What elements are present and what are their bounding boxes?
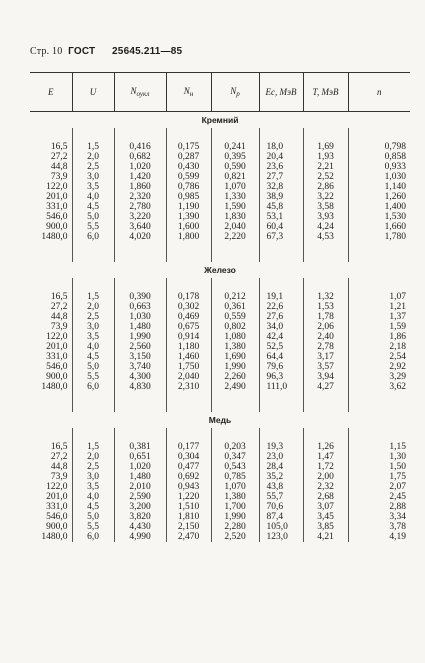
cell-e: 73,9 — [50, 322, 68, 332]
cell-e: 44,8 — [50, 312, 68, 322]
cell-n-n: 0,178 — [166, 292, 211, 302]
cell-u: 5,0 — [72, 512, 114, 522]
cell-e-c: 18,0 — [259, 142, 303, 152]
cell-t: 4,27 — [303, 382, 348, 392]
section-title: Железо — [204, 265, 236, 275]
cell-n: 1,260 — [348, 192, 410, 202]
cell-n-ukl: 1,020 — [114, 462, 166, 472]
cell-u: 5,0 — [72, 212, 114, 222]
col-header-n-n: $N_н$ — [166, 73, 211, 112]
cell-n-n: 1,810 — [166, 512, 211, 522]
col-header-t: Т, МэВ — [303, 73, 348, 112]
cell-e-c: 23,6 — [259, 162, 303, 172]
cell-e: 16,5 — [50, 292, 68, 302]
cell-n: 2,54 — [348, 352, 410, 362]
cell-n-ukl: 3,740 — [114, 362, 166, 372]
cell-t: 1,47 — [303, 452, 348, 462]
cell-e: 201,0 — [46, 192, 68, 202]
cell-e: 122,0 — [46, 182, 68, 192]
cell-n-p: 1,990 — [211, 362, 259, 372]
cell-n-ukl: 0,651 — [114, 452, 166, 462]
cell-n-n: 1,800 — [166, 232, 211, 242]
cell-n-n: 0,675 — [166, 322, 211, 332]
cell-n-ukl: 4,990 — [114, 532, 166, 542]
table-row — [30, 512, 410, 522]
cell-n-n: 1,390 — [166, 212, 211, 222]
table-row — [30, 212, 410, 222]
cell-n-n: 0,177 — [166, 442, 211, 452]
cell-n-p: 0,347 — [211, 452, 259, 462]
cell-n: 1,140 — [348, 182, 410, 192]
cell-u: 6,0 — [72, 532, 114, 542]
cell-n-ukl: 4,300 — [114, 372, 166, 382]
cell-n: 1,07 — [348, 292, 410, 302]
cell-n: 3,29 — [348, 372, 410, 382]
cell-t: 1,78 — [303, 312, 348, 322]
table-row — [30, 152, 410, 162]
cell-n-n: 0,430 — [166, 162, 211, 172]
cell-n-n: 0,786 — [166, 182, 211, 192]
cell-n: 1,37 — [348, 312, 410, 322]
table-row — [30, 222, 410, 232]
cell-n-p: 2,220 — [211, 232, 259, 242]
table-header-row — [30, 73, 410, 112]
table-row — [30, 322, 410, 332]
cell-n-ukl: 1,480 — [114, 322, 166, 332]
cell-n-p: 0,590 — [211, 162, 259, 172]
cell-n-ukl: 0,663 — [114, 302, 166, 312]
col-header-E: E — [30, 73, 72, 112]
cell-n-n: 0,302 — [166, 302, 211, 312]
cell-e-c: 123,0 — [259, 532, 303, 542]
cell-e: 73,9 — [50, 472, 68, 482]
cell-e-c: 19,1 — [259, 292, 303, 302]
table-row — [30, 462, 410, 472]
cell-e-c: 42,4 — [259, 332, 303, 342]
cell-n-ukl: 1,480 — [114, 472, 166, 482]
table-row — [30, 502, 410, 512]
cell-n-n: 2,470 — [166, 532, 211, 542]
cell-t: 2,68 — [303, 492, 348, 502]
cell-u: 6,0 — [72, 232, 114, 242]
cell-n: 0,933 — [348, 162, 410, 172]
cell-e: 900,0 — [46, 522, 68, 532]
cell-u: 4,0 — [72, 192, 114, 202]
cell-t: 3,57 — [303, 362, 348, 372]
cell-e-c: 23,0 — [259, 452, 303, 462]
cell-n: 1,530 — [348, 212, 410, 222]
data-table — [30, 72, 410, 542]
cell-n-ukl: 3,200 — [114, 502, 166, 512]
cell-e: 27,2 — [50, 452, 68, 462]
col-header-n-p: $N_p$ — [211, 73, 259, 112]
cell-n-ukl: 1,020 — [114, 162, 166, 172]
cell-n: 1,400 — [348, 202, 410, 212]
cell-n-p: 0,543 — [211, 462, 259, 472]
cell-e-c: 105,0 — [259, 522, 303, 532]
cell-n: 1,86 — [348, 332, 410, 342]
cell-u: 1,5 — [72, 142, 114, 152]
cell-n-n: 0,692 — [166, 472, 211, 482]
cell-n-n: 1,180 — [166, 342, 211, 352]
cell-t: 2,06 — [303, 322, 348, 332]
cell-n-p: 1,380 — [211, 342, 259, 352]
cell-t: 4,24 — [303, 222, 348, 232]
section-title-row — [30, 262, 410, 278]
cell-n-n: 2,040 — [166, 372, 211, 382]
cell-n-p: 1,080 — [211, 332, 259, 342]
cell-n-p: 1,380 — [211, 492, 259, 502]
cell-n-p: 0,203 — [211, 442, 259, 452]
cell-n-ukl: 0,416 — [114, 142, 166, 152]
cell-n-n: 2,310 — [166, 382, 211, 392]
cell-n-p: 0,559 — [211, 312, 259, 322]
cell-n-p: 1,830 — [211, 212, 259, 222]
cell-n-p: 2,040 — [211, 222, 259, 232]
cell-u: 5,0 — [72, 362, 114, 372]
spacer-row — [30, 128, 410, 142]
cell-e: 331,0 — [46, 352, 68, 362]
gost-label: ГОСТ — [68, 46, 96, 57]
cell-u: 6,0 — [72, 382, 114, 392]
cell-e: 1480,0 — [41, 532, 68, 542]
cell-n: 2,07 — [348, 482, 410, 492]
cell-e: 331,0 — [46, 502, 68, 512]
table-row — [30, 342, 410, 352]
cell-u: 5,5 — [72, 372, 114, 382]
cell-n-ukl: 2,010 — [114, 482, 166, 492]
cell-e-c: 22,6 — [259, 302, 303, 312]
cell-n-ukl: 1,420 — [114, 172, 166, 182]
cell-n-p: 1,990 — [211, 512, 259, 522]
cell-n-n: 0,985 — [166, 192, 211, 202]
cell-n-ukl: 1,030 — [114, 312, 166, 322]
cell-e: 44,8 — [50, 162, 68, 172]
cell-e: 546,0 — [46, 512, 68, 522]
cell-t: 2,86 — [303, 182, 348, 192]
cell-n-ukl: 2,320 — [114, 192, 166, 202]
cell-u: 2,0 — [72, 452, 114, 462]
cell-n: 3,62 — [348, 382, 410, 392]
cell-n-ukl: 4,020 — [114, 232, 166, 242]
cell-n-n: 0,599 — [166, 172, 211, 182]
cell-n-p: 2,260 — [211, 372, 259, 382]
cell-t: 2,32 — [303, 482, 348, 492]
cell-e: 16,5 — [50, 442, 68, 452]
cell-n: 0,858 — [348, 152, 410, 162]
cell-u: 2,0 — [72, 152, 114, 162]
cell-u: 5,5 — [72, 522, 114, 532]
cell-n-n: 0,175 — [166, 142, 211, 152]
cell-e: 900,0 — [46, 372, 68, 382]
cell-t: 2,00 — [303, 472, 348, 482]
table-row — [30, 372, 410, 382]
table-row — [30, 362, 410, 372]
cell-n: 1,50 — [348, 462, 410, 472]
table-row — [30, 332, 410, 342]
section-title: Медь — [208, 415, 232, 425]
table-row — [30, 312, 410, 322]
cell-n-p: 0,212 — [211, 292, 259, 302]
cell-n-p: 1,070 — [211, 182, 259, 192]
cell-n: 1,030 — [348, 172, 410, 182]
cell-n: 1,660 — [348, 222, 410, 232]
cell-e-c: 87,4 — [259, 512, 303, 522]
table-row — [30, 292, 410, 302]
cell-e-c: 52,5 — [259, 342, 303, 352]
cell-n: 1,30 — [348, 452, 410, 462]
cell-n-p: 1,590 — [211, 202, 259, 212]
cell-n: 2,18 — [348, 342, 410, 352]
table-row — [30, 192, 410, 202]
cell-t: 2,52 — [303, 172, 348, 182]
cell-t: 1,26 — [303, 442, 348, 452]
spacer-row — [30, 278, 410, 292]
cell-n-ukl: 4,430 — [114, 522, 166, 532]
cell-u: 2,5 — [72, 462, 114, 472]
cell-e-c: 53,1 — [259, 212, 303, 222]
cell-e: 44,8 — [50, 462, 68, 472]
cell-n: 3,78 — [348, 522, 410, 532]
cell-t: 3,17 — [303, 352, 348, 362]
cell-e: 546,0 — [46, 362, 68, 372]
table-row — [30, 522, 410, 532]
cell-e-c: 35,2 — [259, 472, 303, 482]
cell-e: 201,0 — [46, 492, 68, 502]
cell-e: 16,5 — [50, 142, 68, 152]
cell-u: 4,0 — [72, 492, 114, 502]
cell-n-n: 1,510 — [166, 502, 211, 512]
cell-n-p: 0,802 — [211, 322, 259, 332]
cell-n-n: 1,460 — [166, 352, 211, 362]
col-header-n: n — [348, 73, 410, 112]
cell-e-c: 70,6 — [259, 502, 303, 512]
cell-e-c: 60,4 — [259, 222, 303, 232]
cell-e-c: 19,3 — [259, 442, 303, 452]
cell-t: 4,53 — [303, 232, 348, 242]
cell-u: 3,5 — [72, 482, 114, 492]
cell-t: 1,93 — [303, 152, 348, 162]
cell-n: 1,780 — [348, 232, 410, 242]
cell-n-ukl: 3,220 — [114, 212, 166, 222]
standard-number: 25645.211—85 — [112, 46, 183, 57]
cell-t: 2,21 — [303, 162, 348, 172]
cell-u: 4,0 — [72, 342, 114, 352]
cell-e-c: 67,3 — [259, 232, 303, 242]
spacer-row — [30, 428, 410, 442]
cell-n-ukl: 2,780 — [114, 202, 166, 212]
table-row — [30, 142, 410, 152]
cell-n-n: 0,287 — [166, 152, 211, 162]
table-row — [30, 232, 410, 242]
cell-e: 546,0 — [46, 212, 68, 222]
cell-n: 1,21 — [348, 302, 410, 312]
cell-n-p: 2,280 — [211, 522, 259, 532]
cell-e-c: 96,3 — [259, 372, 303, 382]
cell-t: 4,21 — [303, 532, 348, 542]
cell-n-n: 2,150 — [166, 522, 211, 532]
cell-n-ukl: 0,682 — [114, 152, 166, 162]
table-row — [30, 492, 410, 502]
cell-n-ukl: 3,820 — [114, 512, 166, 522]
cell-n-ukl: 0,381 — [114, 442, 166, 452]
cell-n-ukl: 2,590 — [114, 492, 166, 502]
cell-n-p: 0,395 — [211, 152, 259, 162]
cell-e: 1480,0 — [41, 232, 68, 242]
cell-e: 1480,0 — [41, 382, 68, 392]
cell-t: 3,22 — [303, 192, 348, 202]
cell-n-n: 0,469 — [166, 312, 211, 322]
cell-e-c: 20,4 — [259, 152, 303, 162]
cell-n: 4,19 — [348, 532, 410, 542]
table-row — [30, 182, 410, 192]
cell-n-n: 0,304 — [166, 452, 211, 462]
cell-u: 2,0 — [72, 302, 114, 312]
cell-e-c: 79,6 — [259, 362, 303, 372]
cell-e-c: 34,0 — [259, 322, 303, 332]
cell-n-ukl: 2,560 — [114, 342, 166, 352]
table-body — [30, 112, 410, 543]
cell-e-c: 27,7 — [259, 172, 303, 182]
table-row — [30, 532, 410, 542]
cell-n-p: 2,490 — [211, 382, 259, 392]
cell-n-n: 1,750 — [166, 362, 211, 372]
cell-u: 3,0 — [72, 322, 114, 332]
table-row — [30, 482, 410, 492]
cell-u: 2,5 — [72, 312, 114, 322]
cell-t: 3,07 — [303, 502, 348, 512]
cell-n-n: 0,914 — [166, 332, 211, 342]
spacer-row — [30, 392, 410, 412]
cell-e-c: 111,0 — [259, 382, 303, 392]
cell-e-c: 32,8 — [259, 182, 303, 192]
cell-n: 2,45 — [348, 492, 410, 502]
cell-n-p: 0,361 — [211, 302, 259, 312]
col-header-e-c: Eс, МэВ — [259, 73, 303, 112]
cell-n-p: 1,070 — [211, 482, 259, 492]
cell-e-c: 38,9 — [259, 192, 303, 202]
cell-e: 201,0 — [46, 342, 68, 352]
cell-e-c: 28,4 — [259, 462, 303, 472]
cell-t: 2,78 — [303, 342, 348, 352]
cell-n-ukl: 4,830 — [114, 382, 166, 392]
table-row — [30, 202, 410, 212]
cell-e: 331,0 — [46, 202, 68, 212]
cell-n-ukl: 1,990 — [114, 332, 166, 342]
cell-e: 122,0 — [46, 332, 68, 342]
cell-u: 1,5 — [72, 292, 114, 302]
table-row — [30, 352, 410, 362]
page-number: Стр. 10 — [30, 46, 63, 57]
cell-n: 0,798 — [348, 142, 410, 152]
cell-n: 1,15 — [348, 442, 410, 452]
cell-n-ukl: 1,860 — [114, 182, 166, 192]
cell-t: 3,45 — [303, 512, 348, 522]
cell-e-c: 45,8 — [259, 202, 303, 212]
cell-n-p: 1,330 — [211, 192, 259, 202]
table-row — [30, 442, 410, 452]
cell-u: 3,0 — [72, 472, 114, 482]
cell-u: 4,5 — [72, 202, 114, 212]
cell-n-p: 0,241 — [211, 142, 259, 152]
cell-n-n: 1,190 — [166, 202, 211, 212]
cell-t: 3,93 — [303, 212, 348, 222]
cell-n-p: 1,700 — [211, 502, 259, 512]
cell-u: 1,5 — [72, 442, 114, 452]
cell-n: 1,75 — [348, 472, 410, 482]
cell-n: 2,88 — [348, 502, 410, 512]
cell-n-ukl: 0,390 — [114, 292, 166, 302]
cell-t: 1,53 — [303, 302, 348, 312]
cell-n-ukl: 3,640 — [114, 222, 166, 232]
cell-n-p: 1,690 — [211, 352, 259, 362]
page-header — [30, 46, 182, 57]
cell-n-p: 0,821 — [211, 172, 259, 182]
cell-e: 73,9 — [50, 172, 68, 182]
cell-t: 1,69 — [303, 142, 348, 152]
cell-n-n: 0,477 — [166, 462, 211, 472]
table-row — [30, 382, 410, 392]
cell-n-n: 1,600 — [166, 222, 211, 232]
cell-t: 3,58 — [303, 202, 348, 212]
cell-e-c: 55,7 — [259, 492, 303, 502]
cell-e-c: 64,4 — [259, 352, 303, 362]
cell-e: 900,0 — [46, 222, 68, 232]
cell-n: 2,92 — [348, 362, 410, 372]
cell-u: 3,5 — [72, 182, 114, 192]
table-row — [30, 162, 410, 172]
cell-n-n: 1,220 — [166, 492, 211, 502]
col-header-n-ukl: $N_{оукл}$ — [114, 73, 166, 112]
section-title: Кремний — [201, 115, 239, 125]
section-title-row — [30, 112, 410, 129]
cell-e: 122,0 — [46, 482, 68, 492]
cell-e-c: 43,8 — [259, 482, 303, 492]
cell-n: 3,34 — [348, 512, 410, 522]
cell-u: 2,5 — [72, 162, 114, 172]
table-row — [30, 172, 410, 182]
cell-t: 1,32 — [303, 292, 348, 302]
cell-n-n: 0,943 — [166, 482, 211, 492]
cell-n-ukl: 3,150 — [114, 352, 166, 362]
table-row — [30, 302, 410, 312]
cell-e: 27,2 — [50, 152, 68, 162]
cell-e-c: 27,6 — [259, 312, 303, 322]
table-row — [30, 472, 410, 482]
cell-n-p: 0,785 — [211, 472, 259, 482]
table-row — [30, 452, 410, 462]
cell-t: 3,94 — [303, 372, 348, 382]
cell-u: 4,5 — [72, 502, 114, 512]
cell-u: 4,5 — [72, 352, 114, 362]
cell-n: 1,59 — [348, 322, 410, 332]
cell-t: 1,72 — [303, 462, 348, 472]
cell-u: 5,5 — [72, 222, 114, 232]
cell-n-p: 2,520 — [211, 532, 259, 542]
spacer-row — [30, 242, 410, 262]
cell-u: 3,5 — [72, 332, 114, 342]
cell-t: 2,40 — [303, 332, 348, 342]
col-header-U: U — [72, 73, 114, 112]
cell-t: 3,85 — [303, 522, 348, 532]
section-title-row — [30, 412, 410, 428]
cell-u: 3,0 — [72, 172, 114, 182]
cell-e: 27,2 — [50, 302, 68, 312]
